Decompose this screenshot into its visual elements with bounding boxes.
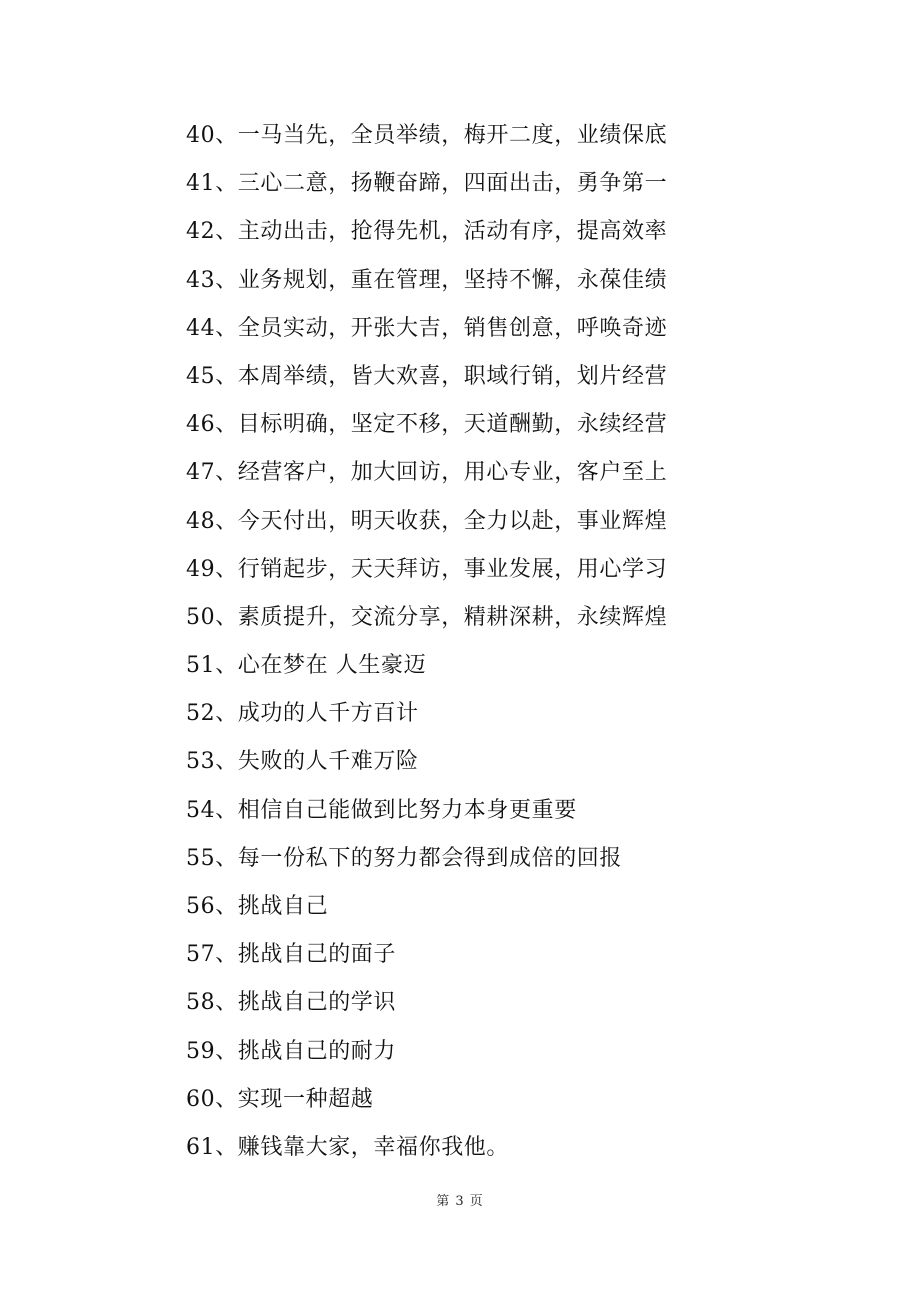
list-item: 48、今天付出，明天收获，全力以赴，事业辉煌 [186, 508, 668, 534]
list-item: 55、每一份私下的努力都会得到成倍的回报 [186, 845, 622, 871]
page-number-footer: 第 3 页 [436, 1194, 484, 1209]
list-item: 44、全员实动，开张大吉，销售创意，呼唤奇迹 [186, 315, 668, 341]
list-item: 41、三心二意，扬鞭奋蹄，四面出击，勇争第一 [186, 171, 668, 197]
list-item: 60、实现一种超越 [186, 1086, 374, 1112]
list-item: 53、失败的人千难万险 [186, 749, 419, 775]
list-item: 49、行销起步，天天拜访，事业发展，用心学习 [186, 556, 668, 582]
list-item: 50、素质提升，交流分享，精耕深耕，永续辉煌 [186, 604, 668, 630]
list-item: 51、心在梦在 人生豪迈 [186, 653, 427, 679]
list-item: 61、赚钱靠大家，幸福你我他。 [186, 1134, 509, 1160]
list-item: 57、挑战自己的面子 [186, 942, 396, 968]
list-item: 42、主动出击，抢得先机，活动有序，提高效率 [186, 219, 668, 245]
slogan-list [186, 112, 746, 1172]
list-item: 52、成功的人千方百计 [186, 701, 419, 727]
list-item: 59、挑战自己的耐力 [186, 1038, 396, 1064]
list-item: 46、目标明确，坚定不移，天道酬勤，永续经营 [186, 412, 668, 438]
list-item: 54、相信自己能做到比努力本身更重要 [186, 797, 577, 823]
list-item: 58、挑战自己的学识 [186, 990, 396, 1016]
list-item: 47、经营客户，加大回访，用心专业，客户至上 [186, 460, 668, 486]
list-item: 43、业务规划，重在管理，坚持不懈，永葆佳绩 [186, 267, 668, 293]
list-item: 45、本周举绩，皆大欢喜，职域行销，划片经营 [186, 363, 668, 389]
list-item: 56、挑战自己 [186, 894, 329, 919]
list-item: 40、一马当先，全员举绩，梅开二度，业绩保底 [186, 123, 668, 148]
